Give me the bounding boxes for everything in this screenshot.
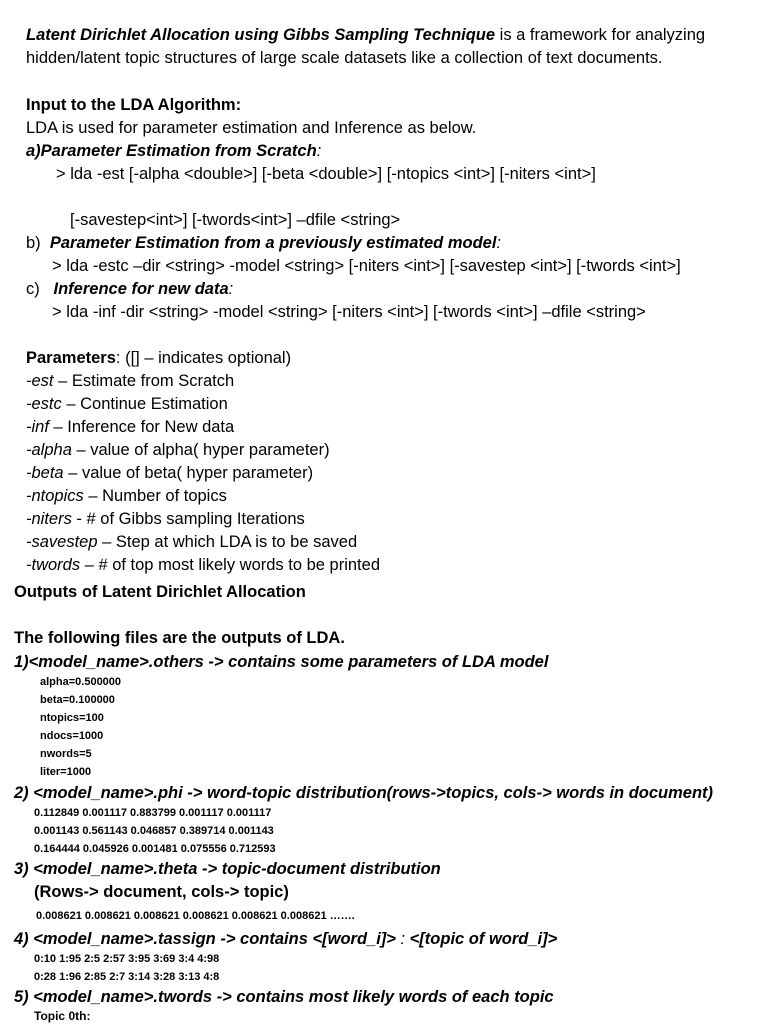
others-line: liter=1000 — [40, 766, 92, 778]
theta-subtitle: (Rows-> document, cols-> topic) — [34, 883, 289, 901]
param-twords: -twords – # of top most likely words to be printed — [26, 556, 380, 574]
tassign-title: 4) <model_name>.tassign -> contains <[word_i]> : <[topic of word_i]> — [14, 930, 558, 948]
phi-title: 2) <model_name>.phi -> word-topic distribution(rows->topics, cols-> words in document) — [14, 784, 714, 802]
others-title: 1)<model_name>.others -> contains some parameters of LDA model — [14, 653, 549, 671]
option-b-label: b) Parameter Estimation from a previously estimated model: — [26, 234, 502, 252]
input-desc: LDA is used for parameter estimation and Inference as below. — [26, 119, 477, 137]
phi-line: 0.164444 0.045926 0.001481 0.075556 0.712593 — [34, 843, 276, 855]
param-savestep: -savestep – Step at which LDA is to be saved — [26, 533, 358, 551]
others-line: alpha=0.500000 — [40, 676, 122, 688]
others-line: ndocs=1000 — [40, 730, 104, 742]
option-a-label: a)Parameter Estimation from Scratch: — [26, 142, 322, 160]
others-line: beta=0.100000 — [40, 694, 115, 706]
option-c-label: c) Inference for new data: — [26, 280, 234, 298]
others-line: nwords=5 — [40, 748, 92, 760]
tassign-line: 0:28 1:96 2:85 2:7 3:14 3:28 3:13 4:8 — [34, 971, 220, 983]
intro-line-2: hidden/latent topic structures of large scale datasets like a collection of text documents. — [26, 49, 663, 67]
param-ntopics: -ntopics – Number of topics — [26, 487, 227, 505]
option-a-command-2: [-savestep<int>] [-twords<int>] –dfile <string> — [70, 211, 401, 229]
twords-topic-label: Topic 0th: — [34, 1009, 91, 1023]
phi-line: 0.112849 0.001117 0.883799 0.001117 0.001117 — [34, 807, 272, 819]
outputs-heading: Outputs of Latent Dirichlet Allocation — [14, 583, 306, 601]
others-line: ntopics=100 — [40, 712, 104, 724]
input-heading: Input to the LDA Algorithm: — [26, 96, 242, 114]
intro-line1-rest: is a framework for analyzing — [495, 26, 706, 44]
intro-line-1 — [26, 25, 705, 45]
parameters-heading: Parameters: ([] – indicates optional) — [26, 349, 292, 367]
theta-line: 0.008621 0.008621 0.008621 0.008621 0.008621 0.008621 ……. — [36, 910, 355, 922]
option-a-command-1: > lda -est [-alpha <double>] [-beta <double>] [-ntopics <int>] [-niters <int>] — [56, 165, 596, 183]
param-beta: -beta – value of beta( hyper parameter) — [26, 464, 314, 482]
intro-title: Latent Dirichlet Allocation using Gibbs Sampling Technique — [26, 26, 496, 44]
param-alpha: -alpha – value of alpha( hyper parameter) — [26, 441, 330, 459]
param-inf: -inf – Inference for New data — [26, 418, 235, 436]
param-estc: -estc – Continue Estimation — [26, 395, 228, 413]
param-niters: -niters - # of Gibbs sampling Iterations — [26, 510, 305, 528]
option-b-command: > lda -estc –dir <string> -model <string> [-niters <int>] [-savestep <int>] [-twords <int>] — [52, 257, 681, 275]
tassign-line: 0:10 1:95 2:5 2:57 3:95 3:69 3:4 4:98 — [34, 953, 220, 965]
phi-line: 0.001143 0.561143 0.046857 0.389714 0.001143 — [34, 825, 274, 837]
outputs-subheading: The following files are the outputs of LDA. — [14, 629, 345, 647]
twords-title: 5) <model_name>.twords -> contains most likely words of each topic — [14, 988, 554, 1006]
param-est: -est – Estimate from Scratch — [26, 372, 235, 390]
theta-title: 3) <model_name>.theta -> topic-document distribution — [14, 860, 441, 878]
option-c-command: > lda -inf -dir <string> -model <string> [-niters <int>] [-twords <int>] –dfile <string> — [52, 303, 646, 321]
